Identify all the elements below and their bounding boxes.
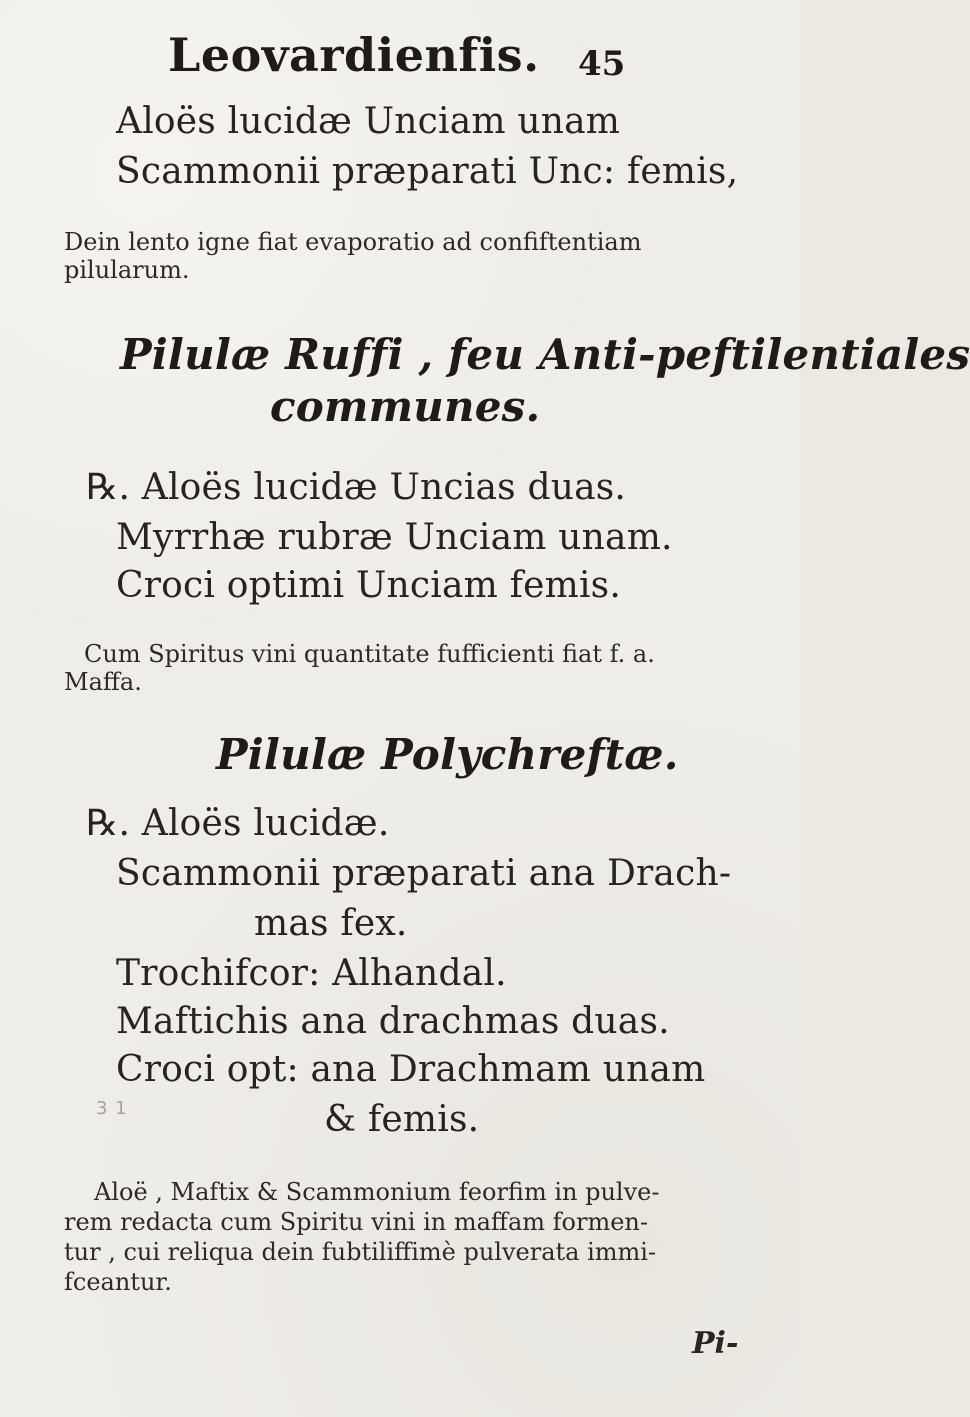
running-head: Leovardienfis. [168,28,540,82]
ingredient-line: Scammonii præparati ana Drach- [116,853,732,894]
page-number: 45 [578,44,626,84]
recipe-line: Scammonii præparati Unc: femis, [116,151,739,192]
note-line: Maffa. [64,668,142,696]
section-title: Pilulæ Ruffi , feu Anti-peftilentiales [120,330,970,379]
note-line: Aloë , Maftix & Scammonium feorfim in pulve- [94,1178,660,1206]
ingredient-line: mas fex. [254,903,408,944]
ingredient-line: ℞. Aloës lucidæ. [86,803,390,844]
catchword: Pi- [692,1326,739,1361]
ingredient-line: Myrrhæ rubræ Unciam unam. [116,517,673,558]
faded-mark: 3 1 [96,1098,128,1119]
ingredient-line: Trochifcor: Alhandal. [116,953,507,994]
note-line: tur , cui reliqua dein fubtiliffimè pulverata immi- [64,1238,657,1266]
note-line: rem redacta cum Spiritu vini in maffam formen- [64,1208,648,1236]
section-title: communes. [270,382,541,431]
ingredient-line: Croci optimi Unciam femis. [116,565,621,606]
ingredient-line: & femis. [324,1099,480,1140]
note-line: Cum Spiritus vini quantitate fufficienti fiat f. a. [84,640,655,668]
ingredient-line: Croci opt: ana Drachmam unam [116,1049,706,1090]
ingredient-line: Maftichis ana drachmas duas. [116,1001,670,1042]
page-header [168,28,638,98]
recipe-line: Aloës lucidæ Unciam unam [116,101,621,142]
note-line: pilularum. [64,256,190,284]
ingredient-line: ℞. Aloës lucidæ Uncias duas. [86,467,627,508]
section-title: Pilulæ Polychreftæ. [216,730,679,779]
note-line: fceantur. [64,1268,172,1296]
note-line: Dein lento igne fiat evaporatio ad confiftentiam [64,228,642,256]
